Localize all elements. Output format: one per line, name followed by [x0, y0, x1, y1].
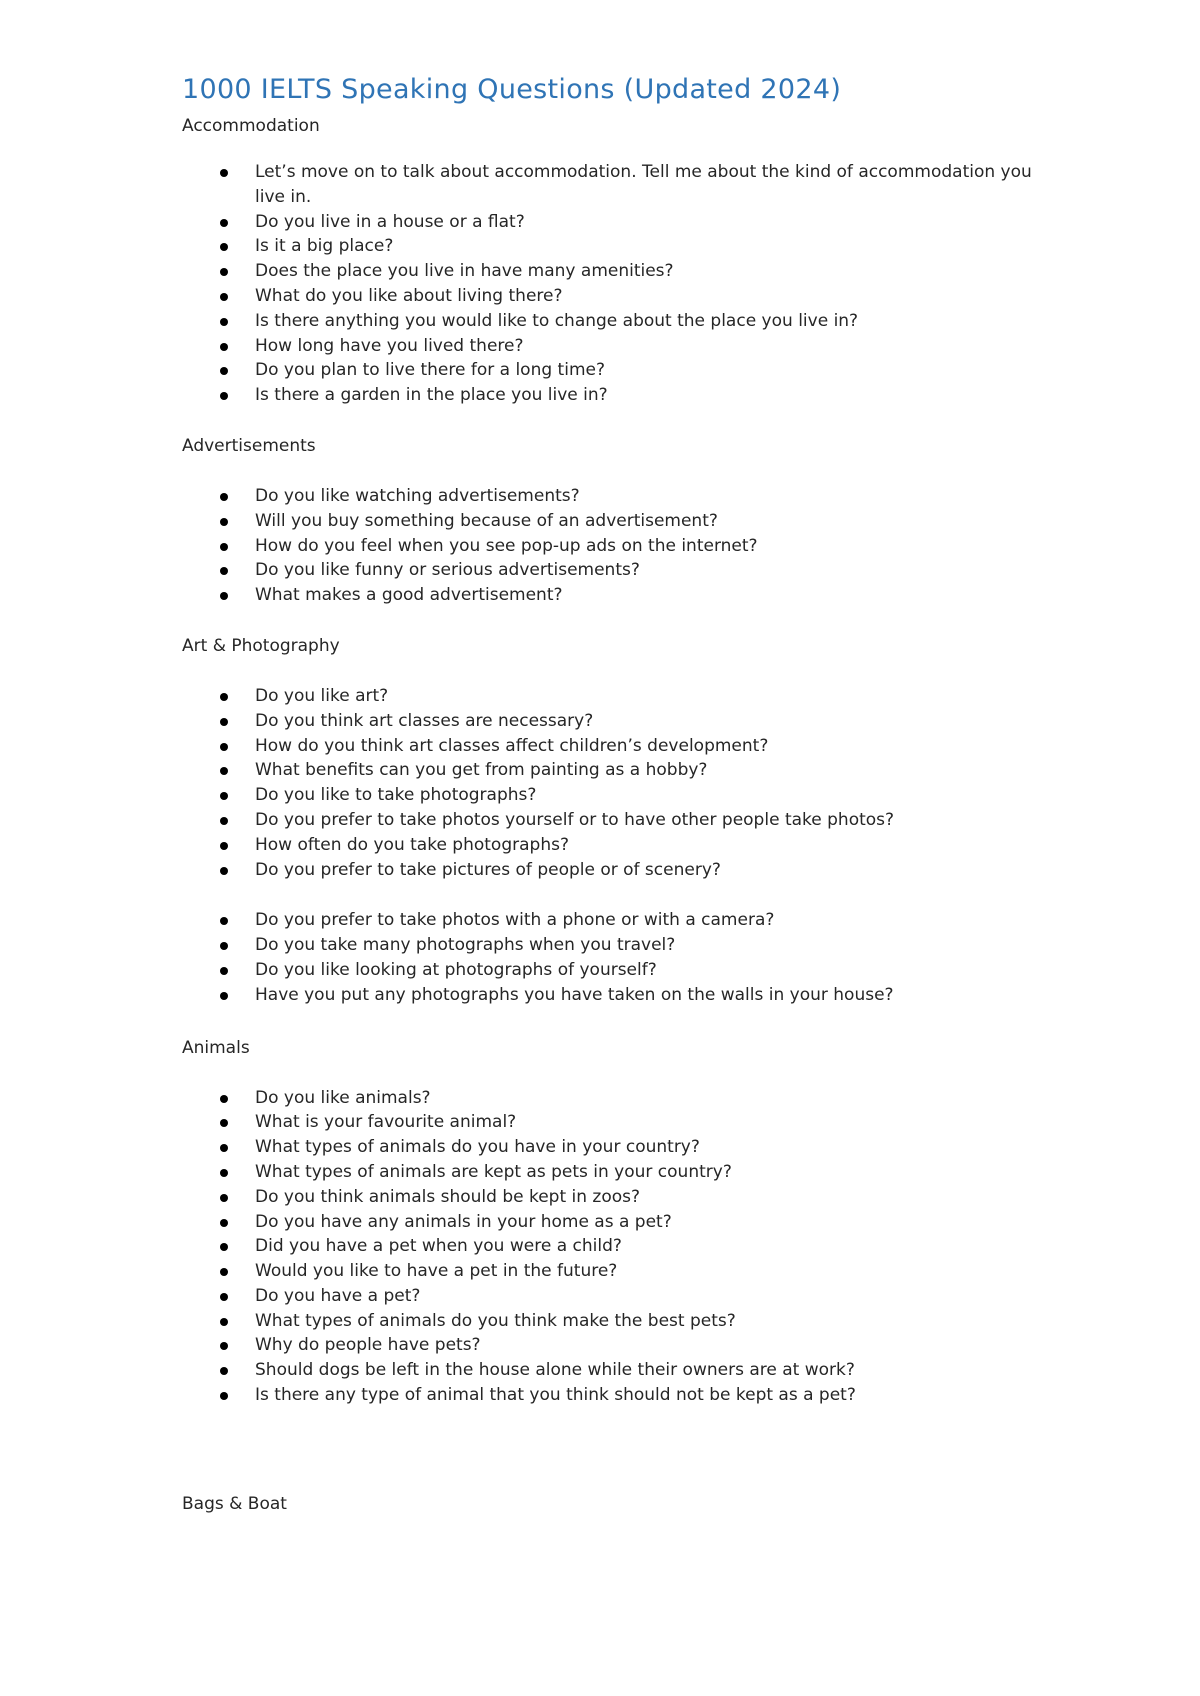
question-text: Does the place you live in have many amenities?	[255, 261, 674, 282]
question-text: What types of animals do you have in your country?	[255, 1137, 700, 1158]
question-text: What do you like about living there?	[255, 285, 563, 306]
list-item	[182, 908, 1042, 933]
bullet-icon	[220, 792, 228, 800]
section-heading-accommodation: Accommodation	[182, 116, 320, 136]
list-item	[182, 833, 1042, 858]
bullet-icon	[220, 1342, 228, 1350]
document-page	[182, 70, 1042, 1516]
list-item	[182, 284, 1042, 309]
bullet-icon	[220, 1243, 228, 1251]
bullet-icon	[220, 343, 228, 351]
question-text: Do you think animals should be kept in zoos?	[255, 1186, 641, 1207]
bullet-icon	[220, 1169, 228, 1177]
question-text: Do you live in a house or a flat?	[255, 211, 525, 232]
bullet-icon	[220, 367, 228, 375]
question-text: How do you feel when you see pop-up ads on the internet?	[255, 535, 758, 556]
bullet-icon	[220, 592, 228, 600]
question-text: Do you like watching advertisements?	[255, 485, 580, 506]
question-text: Do you like art?	[255, 685, 389, 706]
question-text: What types of animals are kept as pets in your country?	[255, 1161, 732, 1182]
bullet-icon	[220, 967, 228, 975]
question-text: Why do people have pets?	[255, 1335, 481, 1356]
question-text: How long have you lived there?	[255, 335, 524, 356]
question-text: Will you buy something because of an advertisement?	[255, 510, 718, 531]
bullet-icon	[220, 1219, 228, 1227]
question-text: Do you have a pet?	[255, 1285, 421, 1306]
bullet-icon	[220, 743, 228, 751]
bullet-icon	[220, 219, 228, 227]
bullet-icon	[220, 1293, 228, 1301]
list-item	[182, 709, 1042, 734]
list-item	[182, 1135, 1042, 1160]
bullet-icon	[220, 767, 228, 775]
list-item	[182, 383, 1042, 408]
list-item	[182, 534, 1042, 559]
question-text: Is there a garden in the place you live in?	[255, 385, 608, 406]
section-heading-advertisements: Advertisements	[182, 435, 316, 456]
list-item	[182, 1358, 1042, 1383]
bullet-icon	[220, 693, 228, 701]
list-item	[182, 259, 1042, 284]
question-text: Is it a big place?	[255, 236, 394, 257]
question-text: What makes a good advertisement?	[255, 585, 563, 606]
bullet-icon	[220, 942, 228, 950]
question-text: Do you prefer to take photos with a phone or with a camera?	[255, 910, 775, 931]
bullet-icon	[220, 1095, 228, 1103]
list-item	[182, 734, 1042, 759]
bullet-icon	[220, 567, 228, 575]
bullet-icon	[220, 518, 228, 526]
question-list-advertisements	[182, 484, 1042, 608]
question-text: Should dogs be left in the house alone while their owners are at work?	[255, 1360, 855, 1381]
bullet-icon	[220, 1144, 228, 1152]
bullet-icon	[220, 1392, 228, 1400]
question-text: Do you prefer to take pictures of people or of scenery?	[255, 859, 721, 880]
bullet-icon	[220, 543, 228, 551]
list-item	[182, 684, 1042, 709]
question-text: Do you like looking at photographs of yourself?	[255, 959, 657, 980]
list-item	[182, 509, 1042, 534]
list-item	[182, 484, 1042, 509]
question-list-art-photography-1	[182, 684, 1042, 882]
bullet-icon	[220, 867, 228, 875]
question-text: Let’s move on to talk about accommodation. Tell me about the kind of accommodation you live in.	[255, 162, 1032, 207]
list-item	[182, 1309, 1042, 1334]
list-item	[182, 210, 1042, 235]
bullet-icon	[220, 992, 228, 1000]
section-heading-bags-boat: Bags & Boat	[182, 1493, 287, 1514]
list-item	[182, 1333, 1042, 1358]
question-text: Do you like animals?	[255, 1087, 431, 1108]
bullet-icon	[220, 1268, 228, 1276]
bullet-icon	[220, 1318, 228, 1326]
question-text: Do you think art classes are necessary?	[255, 710, 594, 731]
bullet-icon	[220, 493, 228, 501]
question-list-art-photography-2	[182, 908, 1042, 1007]
bullet-icon	[220, 718, 228, 726]
list-item	[182, 558, 1042, 583]
question-list-accommodation	[182, 160, 1042, 408]
bullet-icon	[220, 243, 228, 251]
question-text: Would you like to have a pet in the future?	[255, 1261, 618, 1282]
bullet-icon	[220, 293, 228, 301]
section-heading-art-photography: Art & Photography	[182, 635, 340, 656]
question-text: Is there any type of animal that you think should not be kept as a pet?	[255, 1385, 856, 1406]
question-list-animals	[182, 1086, 1042, 1408]
list-item	[182, 758, 1042, 783]
bullet-icon	[220, 917, 228, 925]
question-text: How often do you take photographs?	[255, 834, 569, 855]
bullet-icon	[220, 1194, 228, 1202]
list-item	[182, 1383, 1042, 1408]
list-item	[182, 309, 1042, 334]
question-text: What benefits can you get from painting as a hobby?	[255, 760, 708, 781]
list-item	[182, 933, 1042, 958]
question-text: Do you have any animals in your home as a pet?	[255, 1211, 672, 1232]
list-item	[182, 958, 1042, 983]
list-item	[182, 1086, 1042, 1111]
section-heading-animals: Animals	[182, 1037, 250, 1058]
list-item	[182, 1234, 1042, 1259]
list-item	[182, 1284, 1042, 1309]
bullet-icon	[220, 169, 228, 177]
list-item	[182, 1259, 1042, 1284]
list-item	[182, 334, 1042, 359]
bullet-icon	[220, 1367, 228, 1375]
list-item	[182, 234, 1042, 259]
list-item	[182, 583, 1042, 608]
question-text: Do you like funny or serious advertisements?	[255, 560, 640, 581]
bullet-icon	[220, 318, 228, 326]
list-item	[182, 1110, 1042, 1135]
question-text: How do you think art classes affect children’s development?	[255, 735, 769, 756]
list-item	[182, 160, 1042, 210]
bullet-icon	[220, 842, 228, 850]
question-text: Have you put any photographs you have taken on the walls in your house?	[255, 984, 894, 1005]
bullet-icon	[220, 268, 228, 276]
list-item	[182, 808, 1042, 833]
list-item	[182, 783, 1042, 808]
list-item	[182, 1160, 1042, 1185]
question-text: What is your favourite animal?	[255, 1112, 517, 1133]
bullet-icon	[220, 392, 228, 400]
question-text: What types of animals do you think make the best pets?	[255, 1310, 736, 1331]
question-text: Do you take many photographs when you travel?	[255, 935, 676, 956]
bullet-icon	[220, 1119, 228, 1127]
question-text: Do you like to take photographs?	[255, 785, 537, 806]
list-item	[182, 1185, 1042, 1210]
list-item	[182, 983, 1042, 1008]
question-text: Did you have a pet when you were a child?	[255, 1236, 622, 1257]
question-text: Do you plan to live there for a long time?	[255, 360, 605, 381]
document-title: 1000 IELTS Speaking Questions (Updated 2024)	[182, 74, 842, 105]
question-text: Is there anything you would like to change about the place you live in?	[255, 310, 859, 331]
bullet-icon	[220, 817, 228, 825]
question-text: Do you prefer to take photos yourself or to have other people take photos?	[255, 809, 895, 830]
list-item	[182, 1210, 1042, 1235]
list-item	[182, 858, 1042, 883]
list-item	[182, 358, 1042, 383]
